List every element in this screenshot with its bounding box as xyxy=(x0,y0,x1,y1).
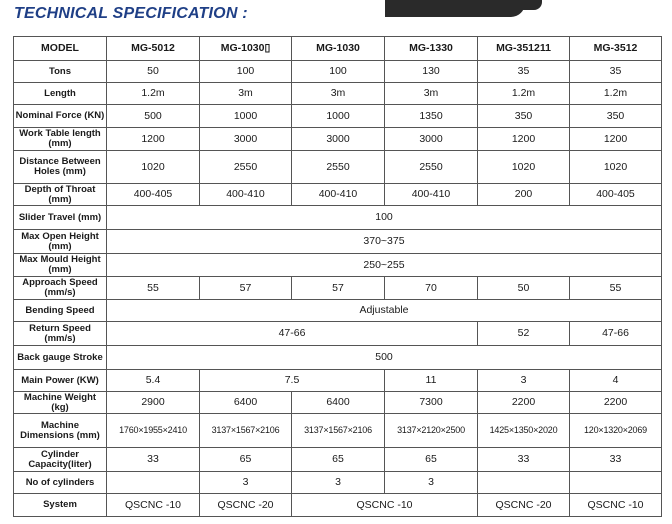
table-cell: 1350 xyxy=(385,105,478,128)
table-cell xyxy=(570,472,662,494)
table-cell: 2550 xyxy=(200,151,292,184)
row-label: System xyxy=(14,494,107,517)
table-cell: 7300 xyxy=(385,392,478,414)
header-cell: MG-1030 xyxy=(292,37,385,61)
table-cell: 2550 xyxy=(385,151,478,184)
table-cell-merged: 7.5 xyxy=(200,370,385,392)
row-label: Length xyxy=(14,83,107,105)
row-label: Back gauge Stroke xyxy=(14,346,107,370)
table-cell: 1.2m xyxy=(478,83,570,105)
row-label: Return Speed (mm/s) xyxy=(14,322,107,346)
table-cell: 200 xyxy=(478,184,570,206)
table-cell: 1200 xyxy=(570,128,662,151)
table-row xyxy=(14,61,662,83)
row-label: Tons xyxy=(14,61,107,83)
header-cell: MG-351211 xyxy=(478,37,570,61)
table-cell: 52 xyxy=(478,322,570,346)
decorative-machine-edge xyxy=(385,0,525,17)
table-row xyxy=(14,346,662,370)
table-cell: 55 xyxy=(107,277,200,300)
table-cell: 5.4 xyxy=(107,370,200,392)
table-cell: 2200 xyxy=(570,392,662,414)
row-label: Main Power (KW) xyxy=(14,370,107,392)
table-cell: 350 xyxy=(570,105,662,128)
table-cell: 1020 xyxy=(107,151,200,184)
table-cell: 50 xyxy=(478,277,570,300)
table-cell-merged: 100 xyxy=(107,206,662,230)
table-cell: 4 xyxy=(570,370,662,392)
table-cell: 130 xyxy=(385,61,478,83)
table-cell: 500 xyxy=(107,105,200,128)
table-cell: 100 xyxy=(292,61,385,83)
table-cell: 3137×2120×2500 xyxy=(385,414,478,448)
header-cell: MG-1030▯ xyxy=(200,37,292,61)
table-cell-merged: Adjustable xyxy=(107,300,662,322)
table-cell: 1020 xyxy=(570,151,662,184)
table-cell: 1020 xyxy=(478,151,570,184)
table-cell: 3000 xyxy=(292,128,385,151)
table-cell: 35 xyxy=(570,61,662,83)
row-label: Bending Speed xyxy=(14,300,107,322)
row-label: Machine Weight (kg) xyxy=(14,392,107,414)
table-cell-merged: QSCNC -10 xyxy=(292,494,478,517)
row-label: Machine Dimensions (mm) xyxy=(14,414,107,448)
table-cell: 3 xyxy=(478,370,570,392)
table-row xyxy=(14,105,662,128)
table-cell: 1000 xyxy=(292,105,385,128)
table-cell: 3000 xyxy=(200,128,292,151)
header-row xyxy=(14,37,662,61)
header-cell: MG-5012 xyxy=(107,37,200,61)
table-cell: 100 xyxy=(200,61,292,83)
table-cell-merged: 500 xyxy=(107,346,662,370)
table-row xyxy=(14,414,662,448)
table-cell: 1200 xyxy=(478,128,570,151)
table-cell: 3 xyxy=(385,472,478,494)
table-row xyxy=(14,472,662,494)
table-cell: 6400 xyxy=(200,392,292,414)
table-cell: 120×1320×2069 xyxy=(570,414,662,448)
header-cell-model: MODEL xyxy=(14,37,107,61)
table-cell xyxy=(478,472,570,494)
table-cell: QSCNC -10 xyxy=(570,494,662,517)
row-label: Depth of Throat (mm) xyxy=(14,184,107,206)
decorative-machine-foot xyxy=(520,0,542,10)
table-cell: QSCNC -20 xyxy=(200,494,292,517)
table-cell: 35 xyxy=(478,61,570,83)
table-cell: QSCNC -20 xyxy=(478,494,570,517)
table-cell: 57 xyxy=(292,277,385,300)
table-cell: 47-66 xyxy=(570,322,662,346)
table-row xyxy=(14,254,662,277)
table-cell: QSCNC -10 xyxy=(107,494,200,517)
table-cell: 1000 xyxy=(200,105,292,128)
table-cell: 2200 xyxy=(478,392,570,414)
table-cell xyxy=(107,472,200,494)
table-cell: 1.2m xyxy=(107,83,200,105)
table-row xyxy=(14,83,662,105)
table-cell: 2900 xyxy=(107,392,200,414)
row-label: Work Table length (mm) xyxy=(14,128,107,151)
row-label: Max Mould Height (mm) xyxy=(14,254,107,277)
table-cell: 50 xyxy=(107,61,200,83)
table-cell: 1760×1955×2410 xyxy=(107,414,200,448)
table-cell: 33 xyxy=(107,448,200,472)
table-cell: 11 xyxy=(385,370,478,392)
row-label: Max Open Height (mm) xyxy=(14,230,107,254)
table-cell: 1200 xyxy=(107,128,200,151)
table-cell: 65 xyxy=(200,448,292,472)
row-label: Nominal Force (KN) xyxy=(14,105,107,128)
header-cell: MG-3512 xyxy=(570,37,662,61)
table-cell: 350 xyxy=(478,105,570,128)
table-row xyxy=(14,128,662,151)
table-cell: 65 xyxy=(385,448,478,472)
row-label: Approach Speed (mm/s) xyxy=(14,277,107,300)
row-label: Cylinder Capacity(liter) xyxy=(14,448,107,472)
table-cell: 3 xyxy=(200,472,292,494)
table-cell: 3m xyxy=(385,83,478,105)
table-cell: 3137×1567×2106 xyxy=(200,414,292,448)
table-cell: 400-410 xyxy=(292,184,385,206)
table-cell: 33 xyxy=(478,448,570,472)
table-cell-merged: 370~375 xyxy=(107,230,662,254)
table-cell: 6400 xyxy=(292,392,385,414)
table-cell: 1.2m xyxy=(570,83,662,105)
table-cell: 400-405 xyxy=(107,184,200,206)
table-cell: 400-410 xyxy=(200,184,292,206)
table-row xyxy=(14,392,662,414)
table-cell: 2550 xyxy=(292,151,385,184)
table-cell: 33 xyxy=(570,448,662,472)
table-cell: 55 xyxy=(570,277,662,300)
table-row xyxy=(14,300,662,322)
row-label: Slider Travel (mm) xyxy=(14,206,107,230)
table-cell: 57 xyxy=(200,277,292,300)
table-cell: 3m xyxy=(292,83,385,105)
table-row xyxy=(14,184,662,206)
spec-table xyxy=(13,36,662,517)
table-cell: 3m xyxy=(200,83,292,105)
table-cell: 400-410 xyxy=(385,184,478,206)
table-cell: 70 xyxy=(385,277,478,300)
row-label: No of cylinders xyxy=(14,472,107,494)
table-cell-merged: 250~255 xyxy=(107,254,662,277)
table-cell: 1425×1350×2020 xyxy=(478,414,570,448)
table-row xyxy=(14,322,662,346)
table-row xyxy=(14,206,662,230)
table-cell: 3137×1567×2106 xyxy=(292,414,385,448)
table-row xyxy=(14,448,662,472)
table-cell: 3000 xyxy=(385,128,478,151)
table-cell-merged: 47-66 xyxy=(107,322,478,346)
page-title: TECHNICAL SPECIFICATION : xyxy=(14,5,248,22)
row-label: Distance Between Holes (mm) xyxy=(14,151,107,184)
table-row xyxy=(14,230,662,254)
table-row xyxy=(14,494,662,517)
table-row xyxy=(14,370,662,392)
table-cell: 65 xyxy=(292,448,385,472)
table-cell: 400-405 xyxy=(570,184,662,206)
table-row xyxy=(14,277,662,300)
table-row xyxy=(14,151,662,184)
header-cell: MG-1330 xyxy=(385,37,478,61)
table-cell: 3 xyxy=(292,472,385,494)
